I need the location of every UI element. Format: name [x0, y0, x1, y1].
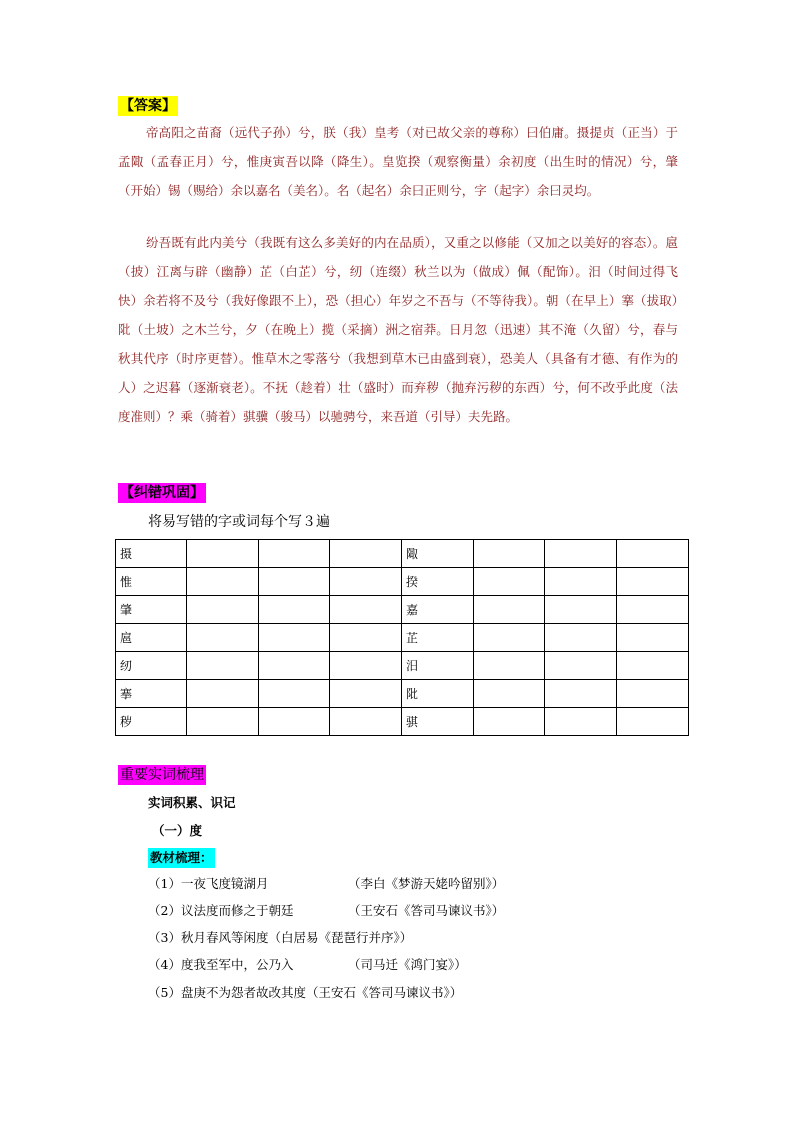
vocab-heading: 重要实词梳理	[120, 767, 204, 783]
example-line	[148, 874, 505, 894]
example-source: （王安石《答司马谏议书》）	[348, 903, 505, 918]
practice-char-left: 搴	[116, 680, 187, 708]
practice-blank-cell[interactable]	[617, 680, 689, 708]
practice-blank-cell[interactable]	[259, 680, 330, 708]
example-source: （司马迁《鸿门宴》）	[348, 957, 467, 972]
practice-blank-cell[interactable]	[474, 680, 545, 708]
practice-char-right: 阰	[402, 680, 474, 708]
example-number: （5）	[148, 985, 181, 1000]
example-line	[148, 955, 467, 975]
practice-blank-cell[interactable]	[330, 568, 402, 596]
section-title: （一）度	[152, 823, 203, 838]
example-number: （3）	[148, 930, 181, 945]
practice-blank-cell[interactable]	[474, 708, 545, 736]
example-source: （李白《梦游天姥吟留别》）	[348, 876, 505, 891]
practice-row	[116, 540, 689, 568]
answer-paragraph-1: 帝高阳之苗裔（远代子孙）兮，朕（我）皇考（对已故父亲的尊称）曰伯庸。摄提贞（正当）于孟陬（孟春正月）兮，惟庚寅吾以降（降生）。皇览揆（观察衡量）余初度（出生时的情况）兮，肇（开始）锡（赐给）余以嘉名（美名）。名（起名）余曰正则兮，字（起字）余曰灵均。	[118, 125, 678, 198]
vocab-subheading: 实词积累、识记	[148, 795, 236, 810]
practice-char-left: 惟	[116, 568, 187, 596]
example-line	[148, 983, 462, 1003]
practice-char-left: 纫	[116, 652, 187, 680]
practice-char-left: 秽	[116, 708, 187, 736]
practice-blank-cell[interactable]	[259, 540, 330, 568]
practice-blank-cell[interactable]	[187, 596, 259, 624]
example-text: 度我至军中，公乃入	[180, 957, 294, 972]
example-text: 一夜飞度镜湖月	[180, 876, 269, 891]
practice-blank-cell[interactable]	[545, 708, 617, 736]
practice-char-left: 摄	[116, 540, 187, 568]
practice-blank-cell[interactable]	[617, 708, 689, 736]
practice-char-left: 肇	[116, 596, 187, 624]
example-text: 秋月春风等闲度（白居易《琵琶行并序》）	[180, 930, 413, 945]
practice-blank-cell[interactable]	[330, 540, 402, 568]
practice-blank-cell[interactable]	[474, 596, 545, 624]
example-text: 盘庚不为怨者故改其度（王安石《答司马谏议书》）	[180, 985, 463, 1000]
practice-row	[116, 568, 689, 596]
practice-blank-cell[interactable]	[330, 624, 402, 652]
answer-paragraph-2: 纷吾既有此内美兮（我既有这么多美好的内在品质），又重之以修能（又加之以美好的容态）。扈（披）江离与辟（幽静）芷（白芷）兮，纫（连缀）秋兰以为（做成）佩（配饰）。汨（时间过得飞快）余若将不及兮（我好像跟不上），恐（担心）年岁之不吾与（不等待我）。朝（在早上）搴（拔取）阰（土坡）之木兰兮，夕（在晚上）揽（采摘）洲之宿莽。日月忽（迅速）其不淹（久留）兮，春与秋其代序（时序更替）。惟草木之零落兮（我想到草木已由盛到衰），恐美人（具备有才德、有作为的人）之迟暮（逐渐衰老）。不抚（趁着）壮（盛时）而弃秽（抛弃污秽的东西）兮，何不改乎此度（法度准则）？乘（骑着）骐骥（骏马）以驰骋兮，来吾道（引导）夫先路。	[118, 235, 678, 424]
practice-instruction: 将易写错的字或词每个写３遍	[148, 514, 330, 530]
practice-row	[116, 624, 689, 652]
practice-blank-cell[interactable]	[259, 568, 330, 596]
practice-blank-cell[interactable]	[617, 596, 689, 624]
practice-blank-cell[interactable]	[187, 708, 259, 736]
practice-char-right: 陬	[402, 540, 474, 568]
example-number: （4）	[148, 957, 181, 972]
practice-blank-cell[interactable]	[617, 540, 689, 568]
practice-blank-cell[interactable]	[259, 708, 330, 736]
textbook-label: 教材梳理：	[148, 848, 215, 868]
practice-blank-cell[interactable]	[187, 568, 259, 596]
practice-blank-cell[interactable]	[545, 568, 617, 596]
practice-blank-cell[interactable]	[474, 540, 545, 568]
practice-blank-cell[interactable]	[545, 596, 617, 624]
practice-blank-cell[interactable]	[545, 624, 617, 652]
example-line	[148, 901, 505, 921]
practice-row	[116, 708, 689, 736]
practice-blank-cell[interactable]	[474, 568, 545, 596]
practice-blank-cell[interactable]	[545, 680, 617, 708]
practice-char-right: 骐	[402, 708, 474, 736]
example-text: 议法度而修之于朝廷	[180, 903, 294, 918]
practice-blank-cell[interactable]	[545, 652, 617, 680]
practice-row	[116, 652, 689, 680]
practice-blank-cell[interactable]	[187, 540, 259, 568]
practice-char-right: 嘉	[402, 596, 474, 624]
practice-char-right: 揆	[402, 568, 474, 596]
practice-char-right: 芷	[402, 624, 474, 652]
practice-blank-cell[interactable]	[187, 624, 259, 652]
answer-heading: 【答案】	[120, 98, 176, 114]
practice-blank-cell[interactable]	[617, 652, 689, 680]
correction-heading: 【纠错巩固】	[120, 485, 204, 501]
practice-blank-cell[interactable]	[330, 680, 402, 708]
practice-blank-cell[interactable]	[187, 680, 259, 708]
practice-blank-cell[interactable]	[545, 540, 617, 568]
practice-blank-cell[interactable]	[187, 652, 259, 680]
example-line	[148, 928, 412, 948]
practice-char-left: 扈	[116, 624, 187, 652]
practice-row	[116, 596, 689, 624]
practice-blank-cell[interactable]	[330, 652, 402, 680]
practice-blank-cell[interactable]	[330, 708, 402, 736]
practice-blank-cell[interactable]	[617, 568, 689, 596]
practice-table	[115, 539, 689, 736]
example-number: （2）	[148, 903, 181, 918]
example-number: （1）	[148, 876, 181, 891]
practice-blank-cell[interactable]	[474, 624, 545, 652]
practice-row	[116, 680, 689, 708]
practice-blank-cell[interactable]	[474, 652, 545, 680]
practice-blank-cell[interactable]	[259, 652, 330, 680]
practice-blank-cell[interactable]	[617, 624, 689, 652]
practice-blank-cell[interactable]	[259, 624, 330, 652]
practice-blank-cell[interactable]	[330, 596, 402, 624]
practice-char-right: 汨	[402, 652, 474, 680]
practice-blank-cell[interactable]	[259, 596, 330, 624]
